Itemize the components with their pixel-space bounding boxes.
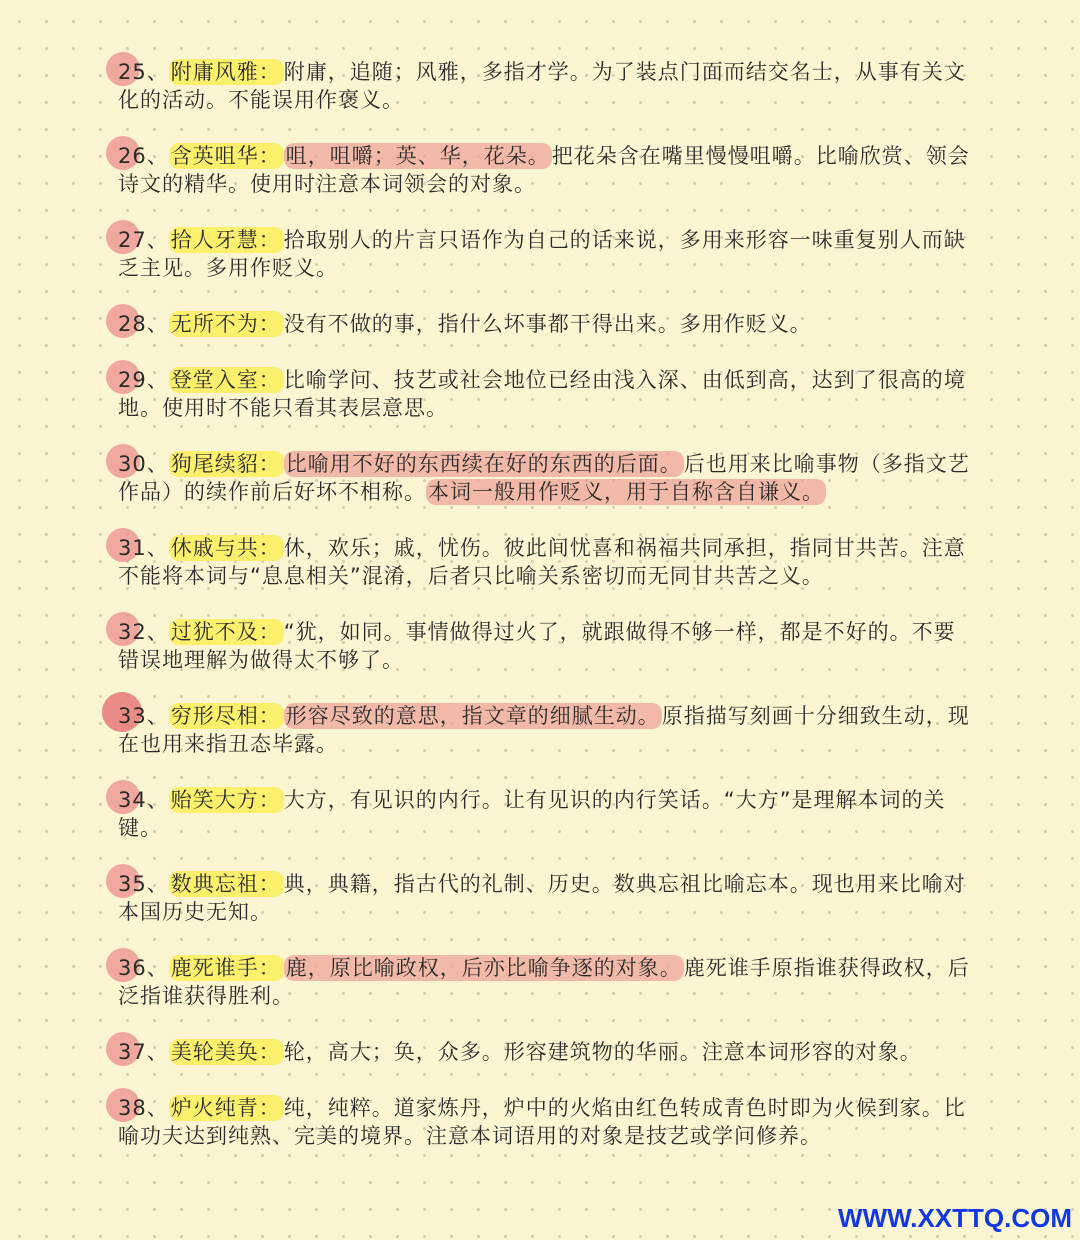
- entry-definition: 没有不做的事，指什么坏事都干得出来。多用作贬义。: [283, 312, 812, 336]
- entry-number: 28、: [118, 312, 169, 336]
- entry-29: [118, 366, 974, 422]
- idiom-term: 贻笑大方：: [169, 787, 284, 813]
- watermark: WWW.XXTTQ.COM: [838, 1203, 1072, 1233]
- entry-text: [118, 788, 946, 840]
- idiom-term: 附庸风雅：: [169, 59, 284, 85]
- entry-highlighted-definition: 比喻用不好的东西续在好的东西的后面。: [285, 452, 682, 476]
- entry-text: [118, 956, 970, 1008]
- idiom-term: 美轮美奂：: [169, 1039, 284, 1065]
- entry-definition: 拾取别人的片言只语作为自己的话来说，多用来形容一味重复别人而缺乏主见。多用作贬义。: [118, 228, 966, 280]
- entry-38: [118, 1094, 974, 1150]
- entry-number: 32、: [118, 620, 169, 644]
- entry-31: [118, 534, 974, 590]
- entry-list: [118, 58, 974, 1178]
- entry-definition: “犹，如同。事情做得过火了，就跟做得不够一样，都是不好的。不要错误地理解为做得太不够了。: [118, 620, 956, 672]
- entry-definition: 后也用来比喻事物（多指文艺作品）的续作前后好坏不相称。: [118, 452, 970, 504]
- idiom-term: 穷形尽相：: [169, 703, 284, 729]
- entry-text: [118, 872, 966, 924]
- entry-36: [118, 954, 974, 1010]
- entry-text: [118, 1040, 922, 1064]
- entry-25: [118, 58, 974, 114]
- entry-definition: 轮，高大；奂，众多。形容建筑物的华丽。注意本词形容的对象。: [283, 1040, 922, 1064]
- entry-text: [118, 368, 966, 420]
- idiom-term: 过犹不及：: [169, 619, 284, 645]
- entry-text: [118, 228, 966, 280]
- idiom-term: 含英咀华：: [169, 143, 284, 169]
- idiom-term: 休戚与共：: [169, 535, 284, 561]
- idiom-term: 鹿死谁手：: [169, 955, 284, 981]
- entry-30: [118, 450, 974, 506]
- entry-number: 27、: [118, 228, 169, 252]
- entry-number: 34、: [118, 788, 169, 812]
- entry-highlighted-usage-note: 本词一般用作贬义，用于自称含自谦义。: [428, 480, 824, 504]
- entry-definition: 典，典籍，指古代的礼制、历史。数典忘祖比喻忘本。现也用来比喻对本国历史无知。: [118, 872, 966, 924]
- idiom-term: 登堂入室：: [169, 367, 284, 393]
- entry-text: [118, 704, 970, 756]
- idiom-term: 拾人牙慧：: [169, 227, 284, 253]
- entry-definition: 大方，有见识的内行。让有见识的内行笑话。“大方”是理解本词的关键。: [118, 788, 946, 840]
- entry-number: 33、: [118, 704, 169, 728]
- entry-number: 35、: [118, 872, 169, 896]
- entry-text: [118, 1096, 966, 1148]
- entry-number: 25、: [118, 60, 169, 84]
- idiom-term: 炉火纯青：: [169, 1095, 284, 1121]
- idiom-term: 无所不为：: [169, 311, 284, 337]
- entry-highlighted-definition: 咀，咀嚼；英、华，花朵。: [285, 144, 550, 168]
- entry-34: [118, 786, 974, 842]
- entry-number: 38、: [118, 1096, 169, 1120]
- entry-definition: 鹿死谁手原指谁获得政权，后泛指谁获得胜利。: [118, 956, 970, 1008]
- entry-26: [118, 142, 974, 198]
- entry-definition: 把花朵含在嘴里慢慢咀嚼。比喻欣赏、领会诗文的精华。使用时注意本词领会的对象。: [118, 144, 970, 196]
- entry-number: 31、: [118, 536, 169, 560]
- entry-text: [118, 536, 966, 588]
- entry-27: [118, 226, 974, 282]
- entry-definition: 休，欢乐；戚，忧伤。彼此间忧喜和祸福共同承担，指同甘共苦。注意不能将本词与“息息相关”混淆，后者只比喻关系密切而无同甘共苦之义。: [118, 536, 966, 588]
- entry-28: [118, 310, 974, 338]
- entry-33: [118, 702, 974, 758]
- entry-text: [118, 452, 970, 504]
- entry-number: 37、: [118, 1040, 169, 1064]
- entry-definition: 原指描写刻画十分细致生动，现在也用来指丑态毕露。: [118, 704, 970, 756]
- entry-35: [118, 870, 974, 926]
- entry-number: 29、: [118, 368, 169, 392]
- entry-37: [118, 1038, 974, 1066]
- entry-number: 30、: [118, 452, 169, 476]
- entry-text: [118, 60, 966, 112]
- entry-text: [118, 312, 812, 336]
- entry-text: [118, 620, 956, 672]
- entry-highlighted-definition: 鹿，原比喻政权，后亦比喻争逐的对象。: [285, 956, 682, 980]
- idiom-term: 数典忘祖：: [169, 871, 284, 897]
- entry-number: 26、: [118, 144, 169, 168]
- entry-definition: 比喻学问、技艺或社会地位已经由浅入深、由低到高，达到了很高的境地。使用时不能只看其表层意思。: [118, 368, 966, 420]
- entry-number: 36、: [118, 956, 169, 980]
- entry-definition: 纯，纯粹。道家炼丹，炉中的火焰由红色转成青色时即为火候到家。比喻功夫达到纯熟、完美的境界。注意本词语用的对象是技艺或学问修养。: [118, 1096, 966, 1148]
- entry-text: [118, 144, 970, 196]
- idiom-term: 狗尾续貂：: [169, 451, 284, 477]
- entry-definition: 附庸，追随；风雅，多指才学。为了装点门面而结交名士，从事有关文化的活动。不能误用作褒义。: [118, 60, 966, 112]
- entry-highlighted-definition: 形容尽致的意思，指文章的细腻生动。: [285, 704, 660, 728]
- entry-32: [118, 618, 974, 674]
